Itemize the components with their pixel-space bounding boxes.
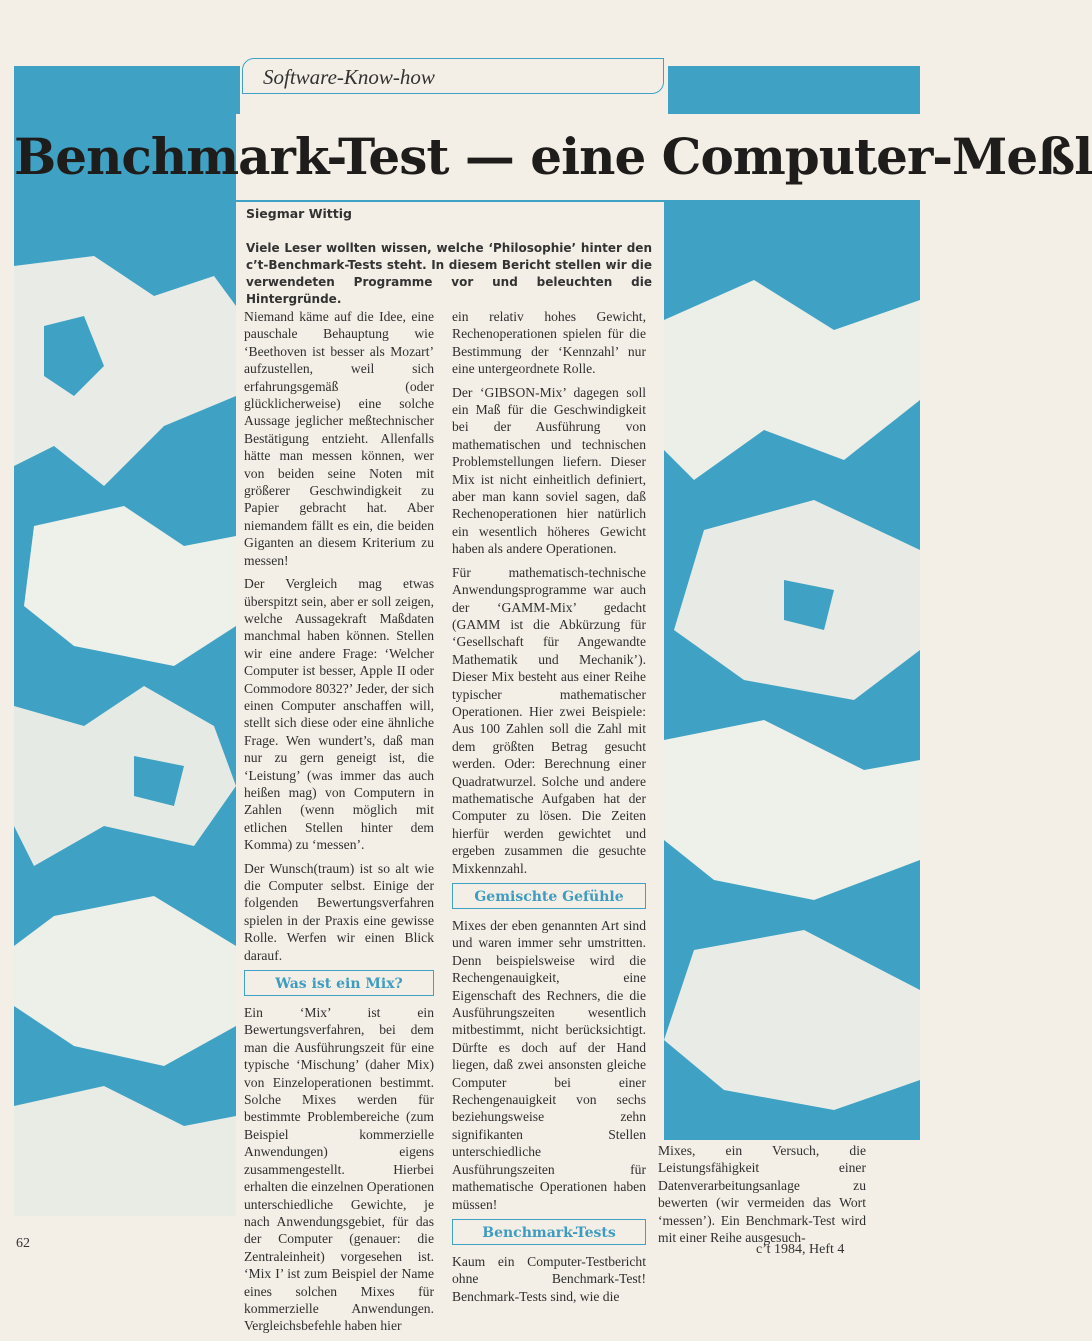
page-number: 62: [16, 1236, 30, 1251]
section-tag: Software-Know-how: [242, 58, 664, 94]
paragraph: ein relativ hohes Gewicht, Rechenoperationen spielen für die Bestimmung der ‘Kennzahl’ nur eine untergeordnete Rolle.: [452, 309, 646, 377]
header-band-right: [668, 66, 920, 114]
column-left: [244, 308, 434, 1341]
subhead-was-ist-ein-mix: Was ist ein Mix?: [244, 970, 434, 996]
paragraph: Der ‘GIBSON-Mix’ dagegen soll ein Maß für die Geschwindigkeit bei der Ausführung von mathematischen und technischen Problemstellungen liefern. Dieser Mix ist nicht einheitlich definiert, aber man kann soviel sagen, daß Rechenoperationen hier natürlich ein wesentlich höheres Gewicht haben als andere Operationen.: [452, 384, 646, 557]
paragraph: Der Wunsch(traum) ist so alt wie die Computer selbst. Einige der folgenden Bewertungsverfahren spielen in der Praxis eine gewisse Rolle. Werfen wir einen Blick darauf.: [244, 860, 434, 963]
subhead-benchmark-tests: Benchmark-Tests: [452, 1219, 646, 1245]
page-title: Benchmark-Test — eine Computer-Meßl: [14, 127, 1092, 186]
paragraph: Ein ‘Mix’ ist ein Bewertungsverfahren, bei dem man die Ausführungszeit für eine typische ‘Mischung’ (daher Mix) von Einzeloperationen bestimmt. Solche Mixes werden für bestimmte Problembereiche (zum Beispiel kommerzielle Anwendungen) eigens zusammengestellt. Hierbei erhalten die einzelnen Operationen unterschiedliche Gewichte, je nach Anwendungsgebiet, für das der Computer (genauer: die Zentraleinheit) vorgesehen ist. ‘Mix I’ ist zum Beispiel der Name eines solchen Mixes für kommerzielle Anwendungen. Vergleichsbefehle haben hier: [244, 1005, 434, 1334]
paragraph: Kaum ein Computer-Testbericht ohne Benchmark-Test! Benchmark-Tests sind, wie die: [452, 1253, 646, 1304]
header-band-left: [14, 66, 240, 114]
photo-right: [664, 200, 920, 1140]
paragraph: Für mathematisch-technische Anwendungsprogramme war auch der ‘GAMM-Mix’ gedacht (GAMM ist die Abkürzung für ‘Gesellschaft für Angewandte Mathematik und Mechanik’). Dieser Mix besteht aus einer Reihe typischer mathematischer Operationen. Hier zwei Beispiele: Aus 100 Zahlen soll die Zahl mit dem größten Betrag gesucht werden. Oder: Berechnung einer Quadratwurzel. Solche und andere mathematische Aufgaben hat der Computer zu lösen. Die Zeiten hierfür werden gewichtet und ergeben zusammen die gesuchte Mixkennzahl.: [452, 564, 646, 876]
paragraph: Mixes der eben genannten Art sind und waren immer sehr umstritten. Denn beispielsweise wird die Rechengenauigkeit, eine Eigenschaft des Rechners, die die Ausführungszeiten wesentlich mitbestimmt, nicht berücksichtigt. Dürfte es doch auf der Hand liegen, daß zwei ansonsten gleiche Computer bei einer Rechengenauigkeit von sechs beziehungsweise zehn signifikanten Stellen unterschiedliche Ausführungszeiten für mathematische Operationen haben müssen!: [452, 918, 646, 1212]
paragraph: Der Vergleich mag etwas überspitzt sein, aber er soll zeigen, welche Aussagekraft Maßdaten manchmal haben können. Stellen wir eine andere Frage: ‘Welcher Computer ist besser, Apple II oder Commodore 8032?’ Jeder, der sich einen Computer anschaffen will, stellt sich diese oder eine ähnliche Frage. Wen wundert’s, daß man nur zu gern geneigt ist, die ‘Leistung’ (was immer das auch heißen mag) von Computern in Zahlen (wenn möglich mit etlichen Stellen hinter dem Komma) zu ‘messen’.: [244, 576, 434, 853]
column-right: [658, 1142, 866, 1252]
column-middle: [452, 308, 646, 1311]
title-rule: [236, 200, 920, 202]
issue-info: c’t 1984, Heft 4: [756, 1242, 845, 1257]
article-intro: Viele Leser wollten wissen, welche ‘Philosophie’ hinter den c’t-Benchmark-Tests steht. In diesem Bericht stellen wir die verwendeten Programme vor und beleuchten die Hintergründe.: [246, 241, 652, 306]
photo-left: [14, 66, 236, 1216]
subhead-gemischte-gefuehle: Gemischte Gefühle: [452, 883, 646, 909]
author-byline: Siegmar Wittig: [246, 206, 352, 221]
paragraph: Mixes, ein Versuch, die Leistungsfähigkeit einer Datenverarbeitungsanlage zu bewerten (wir vermeiden das Wort ‘messen’). Ein Benchmark-Test wird mit einer Reihe ausgesuch-: [658, 1143, 866, 1246]
paragraph: Niemand käme auf die Idee, eine pauschale Behauptung wie ‘Beethoven ist besser als Mozart’ aufzustellen, weil sich erfahrungsgemäß (oder glücklicherweise) eine solche Aussage jeglicher meßtechnischer Bestätigung entzieht. Allenfalls hätte man messen können, wer von beiden seine Noten mit größerer Geschwindigkeit zu Papier gebracht hat. Aber niemandem fällt es ein, die beiden Giganten an diesem Kriterium zu messen!: [244, 309, 434, 568]
